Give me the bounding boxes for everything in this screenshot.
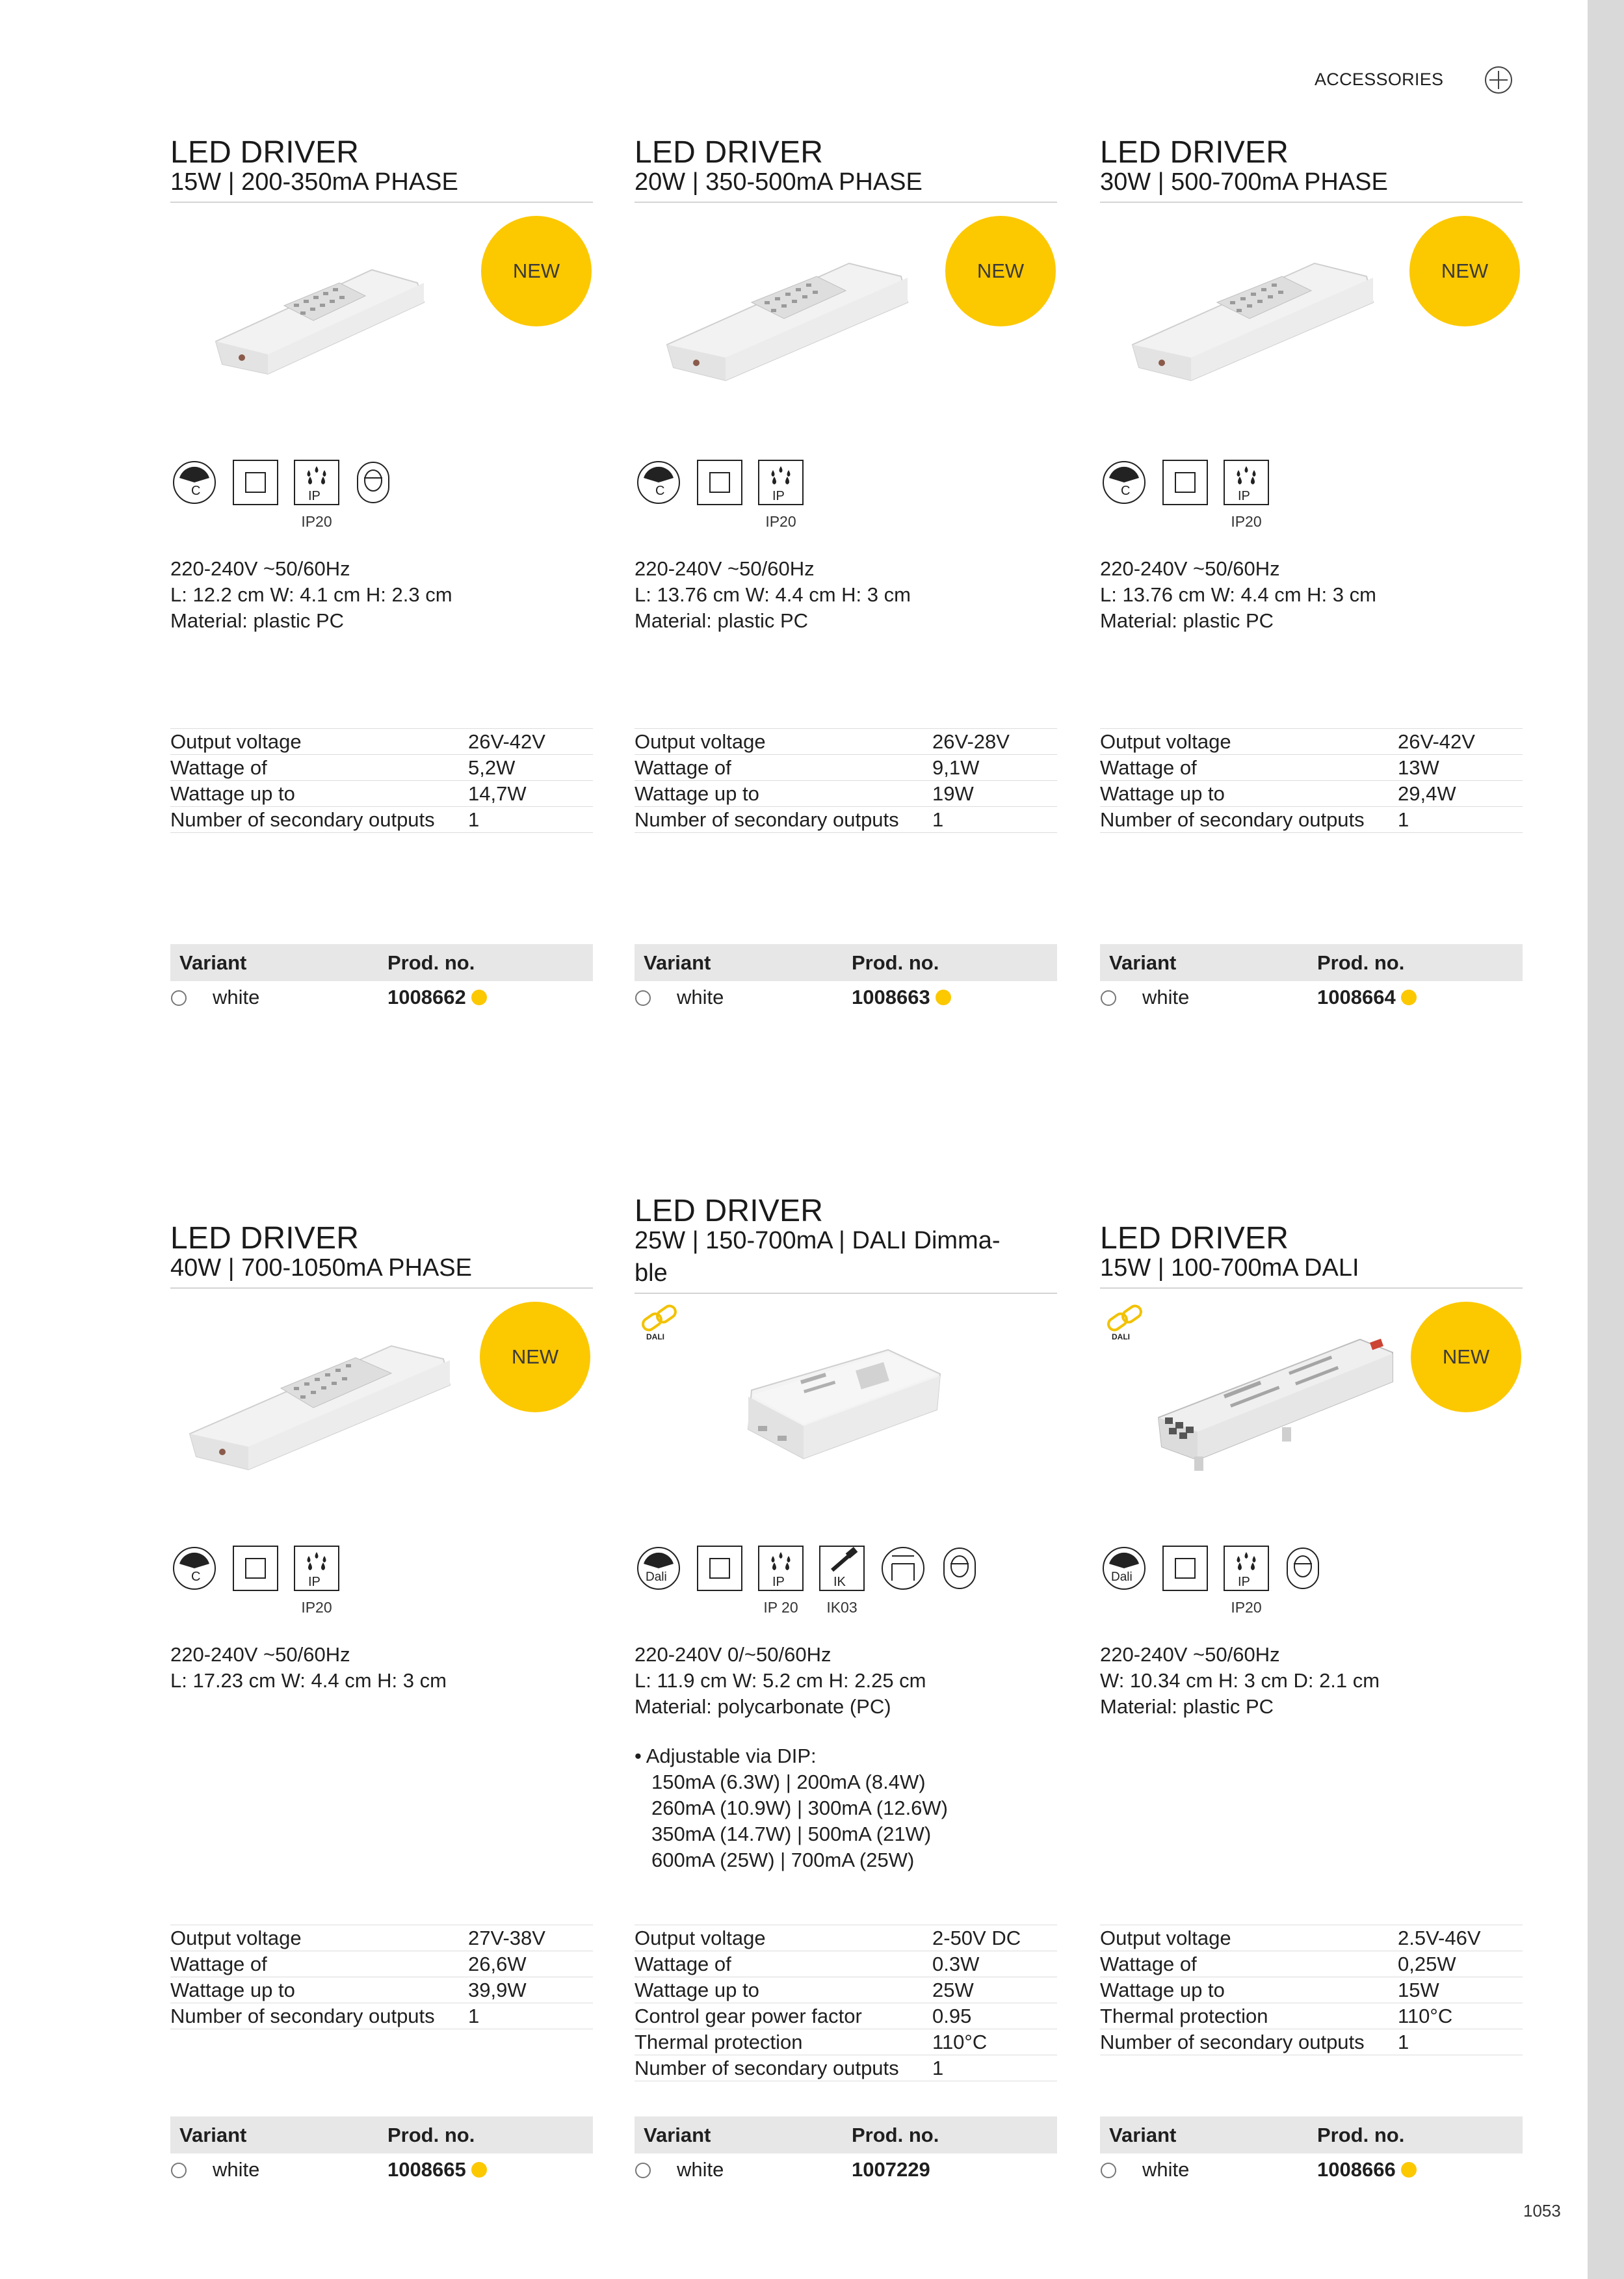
spec-value: 110°C xyxy=(932,2031,988,2053)
spec-value: 19W xyxy=(932,782,974,805)
prod-no-column-header: Prod. no. xyxy=(387,2124,475,2146)
spec-row xyxy=(635,2003,1057,2029)
spec-value: 0,25W xyxy=(1398,1953,1456,1975)
variant-color: white xyxy=(1142,986,1190,1008)
spec-row xyxy=(170,781,593,807)
spec-value: 5,2W xyxy=(468,756,516,779)
spec-value: 1 xyxy=(932,808,944,831)
prod-no-column-header: Prod. no. xyxy=(852,2124,939,2146)
product-subtitle: 40W | 700-1050mA PHASE xyxy=(170,1254,472,1282)
bullet-line: 150mA (6.3W) | 200mA (8.4W) xyxy=(651,1771,926,1793)
class-ii-icon xyxy=(1161,458,1209,507)
spec-row xyxy=(635,781,1057,807)
ip-rating-icon xyxy=(1222,458,1270,530)
product-number xyxy=(1317,2154,1417,2186)
svg-text:Dali: Dali xyxy=(1111,1570,1133,1584)
spec-value: 26V-42V xyxy=(1398,730,1475,753)
spec-row xyxy=(170,1977,593,2003)
product-card xyxy=(1100,1222,1523,2276)
variant-header xyxy=(635,2116,1057,2154)
phase-dimmer-icon xyxy=(635,458,683,507)
product-number-text: 1008666 xyxy=(1317,2158,1396,2181)
spec-row xyxy=(1100,2003,1523,2029)
spec-value: 25W xyxy=(932,1979,974,2001)
bullet-line: 600mA (25W) | 700mA (25W) xyxy=(651,1849,915,1871)
feature-icons xyxy=(1100,458,1523,530)
icon-caption: IP 20 xyxy=(763,1599,798,1616)
svg-text:IK: IK xyxy=(833,1575,846,1589)
face-protection-icon xyxy=(940,1544,988,1592)
product-card xyxy=(170,1222,593,2276)
desc-line: 220-240V ~50/60Hz xyxy=(1100,557,1280,580)
spec-label: Wattage of xyxy=(170,1953,267,1975)
variant-radio[interactable] xyxy=(1101,2163,1116,2178)
spec-row xyxy=(1100,755,1523,781)
desc-line: Material: plastic PC xyxy=(635,609,809,632)
title-block xyxy=(635,1195,1057,1294)
spec-row xyxy=(635,1977,1057,2003)
spec-value: 0.3W xyxy=(932,1953,980,1975)
product-card xyxy=(1100,137,1523,1190)
class-ii-icon xyxy=(231,1544,280,1592)
spec-label: Number of secondary outputs xyxy=(170,808,435,831)
svg-text:C: C xyxy=(191,484,201,498)
product-subtitle: 15W | 200-350mA PHASE xyxy=(170,168,458,196)
ik-rating-icon xyxy=(818,1544,866,1616)
variant-table xyxy=(635,944,1057,1014)
product-description xyxy=(1100,1642,1523,1720)
product-number xyxy=(852,2154,930,2186)
dali-dimmer-icon xyxy=(1100,1544,1148,1592)
spec-row xyxy=(635,1925,1057,1951)
product-title: LED DRIVER xyxy=(635,1194,824,1228)
product-card xyxy=(635,137,1057,1190)
variant-column-header: Variant xyxy=(179,2124,247,2146)
spec-value: 0.95 xyxy=(932,2005,972,2027)
spec-table xyxy=(170,1925,593,2029)
desc-line: Material: plastic PC xyxy=(1100,1695,1274,1718)
side-tab-strip xyxy=(1588,0,1624,2279)
product-number-text: 1008664 xyxy=(1317,986,1396,1008)
new-badge: NEW xyxy=(945,216,1056,326)
spec-label: Wattage up to xyxy=(635,782,759,805)
icon-caption: IK03 xyxy=(826,1599,858,1616)
product-number xyxy=(387,981,487,1014)
product-title: LED DRIVER xyxy=(1100,1221,1289,1256)
spec-row xyxy=(170,1925,593,1951)
spec-row xyxy=(635,2055,1057,2081)
spec-row xyxy=(170,807,593,833)
product-number xyxy=(852,981,951,1014)
variant-row[interactable] xyxy=(170,981,593,1014)
feature-icons xyxy=(635,458,1057,530)
spec-label: Thermal protection xyxy=(1100,2005,1268,2027)
desc-line: 220-240V ~50/60Hz xyxy=(170,557,350,580)
spec-table xyxy=(1100,1925,1523,2055)
feature-icons xyxy=(170,1544,593,1616)
spec-label: Number of secondary outputs xyxy=(1100,2031,1365,2053)
desc-line: 220-240V ~50/60Hz xyxy=(1100,1643,1280,1666)
icon-caption: IP20 xyxy=(765,513,796,530)
prod-no-column-header: Prod. no. xyxy=(1317,2124,1405,2146)
spec-table xyxy=(635,1925,1057,2081)
product-subtitle-continued: ble xyxy=(635,1259,668,1287)
variant-row[interactable] xyxy=(635,981,1057,1014)
spec-row xyxy=(1100,781,1523,807)
new-indicator-dot xyxy=(471,2162,487,2178)
variant-color: white xyxy=(677,986,724,1008)
desc-line: L: 12.2 cm W: 4.1 cm H: 2.3 cm xyxy=(170,583,452,606)
icon-caption: IP20 xyxy=(301,513,332,530)
spec-row xyxy=(635,807,1057,833)
page-number: 1053 xyxy=(1523,2201,1561,2220)
spec-label: Number of secondary outputs xyxy=(170,2005,435,2027)
spec-label: Output voltage xyxy=(170,730,302,753)
variant-row[interactable] xyxy=(1100,2154,1523,2186)
variant-header xyxy=(170,944,593,981)
spec-value: 2-50V DC xyxy=(932,1927,1021,1949)
svg-text:IP: IP xyxy=(772,1575,785,1589)
svg-text:IP: IP xyxy=(308,1575,321,1589)
spec-row xyxy=(1100,1977,1523,2003)
variant-header xyxy=(1100,944,1523,981)
product-description xyxy=(635,556,1057,634)
variant-table xyxy=(1100,2116,1523,2186)
svg-text:IP: IP xyxy=(772,489,785,503)
spec-value: 1 xyxy=(1398,2031,1409,2053)
variant-row[interactable] xyxy=(635,2154,1057,2186)
variant-radio[interactable] xyxy=(635,2163,651,2178)
spec-row xyxy=(635,2029,1057,2055)
spec-label: Wattage of xyxy=(1100,1953,1197,1975)
product-title: LED DRIVER xyxy=(170,135,360,170)
new-indicator-dot xyxy=(1401,2162,1417,2178)
svg-text:C: C xyxy=(1121,484,1131,498)
variant-radio[interactable] xyxy=(1101,990,1116,1006)
spec-label: Output voltage xyxy=(170,1927,302,1949)
icon-caption: IP20 xyxy=(1231,513,1262,530)
svg-text:IP: IP xyxy=(1238,1575,1250,1589)
spec-label: Wattage up to xyxy=(635,1979,759,2001)
variant-table xyxy=(170,944,593,1014)
spec-row xyxy=(170,755,593,781)
product-description xyxy=(1100,556,1523,634)
product-description xyxy=(170,1642,593,1694)
spec-label: Wattage up to xyxy=(170,1979,295,2001)
variant-radio[interactable] xyxy=(171,2163,187,2178)
prod-no-column-header: Prod. no. xyxy=(1317,951,1405,974)
spec-table xyxy=(1100,728,1523,833)
spec-table xyxy=(170,728,593,833)
spec-value: 39,9W xyxy=(468,1979,527,2001)
spec-label: Wattage of xyxy=(1100,756,1197,779)
spec-value: 14,7W xyxy=(468,782,527,805)
product-image xyxy=(1146,1320,1406,1482)
spec-row xyxy=(635,1951,1057,1977)
product-title: LED DRIVER xyxy=(170,1221,360,1256)
spec-value: 2.5V-46V xyxy=(1398,1927,1481,1949)
dali-dimmer-icon xyxy=(635,1544,683,1592)
prod-no-column-header: Prod. no. xyxy=(852,951,939,974)
product-image xyxy=(183,1313,456,1476)
desc-line: L: 13.76 cm W: 4.4 cm H: 3 cm xyxy=(1100,583,1376,606)
spec-row xyxy=(635,755,1057,781)
desc-line: 220-240V ~50/60Hz xyxy=(635,557,815,580)
spec-value: 26V-28V xyxy=(932,730,1010,753)
spec-row xyxy=(1100,1951,1523,1977)
spec-label: Wattage of xyxy=(635,1953,731,1975)
spec-row xyxy=(170,729,593,755)
variant-radio[interactable] xyxy=(171,990,187,1006)
desc-line: L: 17.23 cm W: 4.4 cm H: 3 cm xyxy=(170,1669,447,1692)
dali-logo-icon xyxy=(637,1299,683,1345)
variant-column-header: Variant xyxy=(179,951,247,974)
spec-label: Wattage of xyxy=(635,756,731,779)
desc-line: W: 10.34 cm H: 3 cm D: 2.1 cm xyxy=(1100,1669,1380,1692)
class-ii-icon xyxy=(1161,1544,1209,1592)
product-subtitle: 15W | 100-700mA DALI xyxy=(1100,1254,1359,1282)
spec-value: 1 xyxy=(468,2005,480,2027)
svg-text:DALI: DALI xyxy=(1112,1332,1130,1341)
desc-line: 220-240V ~50/60Hz xyxy=(170,1643,350,1666)
face-protection-icon xyxy=(354,458,402,507)
new-indicator-dot xyxy=(1401,990,1417,1005)
ip-rating-icon xyxy=(293,458,341,530)
product-number-text: 1008663 xyxy=(852,986,930,1008)
spec-label: Wattage up to xyxy=(1100,782,1225,805)
variant-column-header: Variant xyxy=(1109,2124,1177,2146)
product-number-text: 1008665 xyxy=(387,2158,466,2181)
new-badge: NEW xyxy=(1409,216,1520,326)
desc-line: L: 13.76 cm W: 4.4 cm H: 3 cm xyxy=(635,583,911,606)
spec-label: Output voltage xyxy=(1100,1927,1231,1949)
product-number xyxy=(387,2154,487,2186)
new-indicator-dot xyxy=(471,990,487,1005)
desc-line: Material: plastic PC xyxy=(170,609,345,632)
spec-label: Output voltage xyxy=(635,730,766,753)
product-number-text: 1008662 xyxy=(387,986,466,1008)
spec-row xyxy=(170,1951,593,1977)
spec-value: 9,1W xyxy=(932,756,980,779)
product-subtitle: 25W | 150-700mA | DALI Dimma- xyxy=(635,1227,1001,1254)
spec-value: 1 xyxy=(468,808,480,831)
spec-label: Output voltage xyxy=(635,1927,766,1949)
spec-label: Wattage up to xyxy=(170,782,295,805)
variant-column-header: Variant xyxy=(644,951,711,974)
product-subtitle: 20W | 350-500mA PHASE xyxy=(635,168,923,196)
spec-label: Wattage up to xyxy=(1100,1979,1225,2001)
feature-icons xyxy=(1100,1544,1523,1616)
circle-plus-icon[interactable] xyxy=(1484,66,1513,94)
icon-caption: IP20 xyxy=(301,1599,332,1616)
feature-icons xyxy=(170,458,593,530)
variant-row[interactable] xyxy=(170,2154,593,2186)
product-description xyxy=(635,1642,1057,1873)
new-badge: NEW xyxy=(480,1302,590,1412)
spec-value: 110°C xyxy=(1398,2005,1453,2027)
spec-row xyxy=(1100,729,1523,755)
spec-value: 1 xyxy=(1398,808,1409,831)
product-card xyxy=(635,1195,1057,2248)
class-ii-icon xyxy=(231,458,280,507)
spec-value: 15W xyxy=(1398,1979,1439,2001)
variant-column-header: Variant xyxy=(1109,951,1177,974)
product-number-text: 1007229 xyxy=(852,2158,930,2181)
product-image xyxy=(661,231,921,387)
spec-value: 1 xyxy=(932,2057,944,2079)
variant-color: white xyxy=(213,986,260,1008)
ip-rating-icon xyxy=(757,458,805,530)
product-image xyxy=(739,1345,953,1468)
new-badge: NEW xyxy=(1411,1302,1521,1412)
spec-row xyxy=(1100,807,1523,833)
variant-color: white xyxy=(1142,2158,1190,2181)
feature-icons xyxy=(635,1544,1057,1616)
phase-dimmer-icon xyxy=(170,458,218,507)
title-block xyxy=(170,1222,593,1289)
phase-dimmer-icon xyxy=(170,1544,218,1592)
title-block xyxy=(1100,1222,1523,1289)
title-block xyxy=(635,137,1057,203)
spec-row xyxy=(635,729,1057,755)
desc-line: L: 11.9 cm W: 5.2 cm H: 2.25 cm xyxy=(635,1669,926,1692)
product-subtitle: 30W | 500-700mA PHASE xyxy=(1100,168,1388,196)
product-description xyxy=(170,556,593,634)
ip-rating-icon xyxy=(757,1544,805,1616)
dali-logo-icon xyxy=(1103,1299,1148,1345)
svg-text:Dali: Dali xyxy=(646,1570,667,1584)
product-title: LED DRIVER xyxy=(1100,135,1289,170)
section-label: ACCESSORIES xyxy=(1315,70,1444,89)
title-block xyxy=(170,137,593,203)
bullet-line: 260mA (10.9W) | 300mA (12.6W) xyxy=(651,1797,949,1819)
spec-label: Number of secondary outputs xyxy=(635,2057,899,2079)
product-image xyxy=(1126,231,1386,387)
bullet-line: • Adjustable via DIP: xyxy=(635,1745,817,1767)
spec-label: Thermal protection xyxy=(635,2031,803,2053)
spec-label: Wattage of xyxy=(170,756,267,779)
spec-label: Number of secondary outputs xyxy=(635,808,899,831)
variant-table xyxy=(170,2116,593,2186)
spec-value: 13W xyxy=(1398,756,1439,779)
variant-header xyxy=(635,944,1057,981)
title-block xyxy=(1100,137,1523,203)
variant-header xyxy=(1100,2116,1523,2154)
product-image xyxy=(209,244,443,380)
new-indicator-dot xyxy=(936,990,951,1005)
class-ii-icon xyxy=(696,1544,744,1592)
ip-rating-icon xyxy=(293,1544,341,1616)
ip-rating-icon xyxy=(1222,1544,1270,1616)
desc-line: 220-240V 0/~50/60Hz xyxy=(635,1643,832,1666)
svg-text:IP: IP xyxy=(1238,489,1250,503)
desc-line: Material: plastic PC xyxy=(1100,609,1274,632)
spec-label: Output voltage xyxy=(1100,730,1231,753)
spec-label: Control gear power factor xyxy=(635,2005,862,2027)
desc-line: Material: polycarbonate (PC) xyxy=(635,1695,891,1718)
dip-settings-list xyxy=(635,1743,1057,1873)
variant-header xyxy=(170,2116,593,2154)
svg-text:C: C xyxy=(655,484,665,498)
spec-value: 29,4W xyxy=(1398,782,1456,805)
spec-value: 26V-42V xyxy=(468,730,545,753)
svg-text:IP: IP xyxy=(308,489,321,503)
variant-radio[interactable] xyxy=(635,990,651,1006)
spec-label: Number of secondary outputs xyxy=(1100,808,1365,831)
product-title: LED DRIVER xyxy=(635,135,824,170)
spec-table xyxy=(635,728,1057,833)
furniture-mount-icon xyxy=(879,1544,927,1592)
variant-row[interactable] xyxy=(1100,981,1523,1014)
variant-table xyxy=(1100,944,1523,1014)
product-number xyxy=(1317,981,1417,1014)
icon-caption: IP20 xyxy=(1231,1599,1262,1616)
variant-table xyxy=(635,2116,1057,2186)
bullet-line: 350mA (14.7W) | 500mA (21W) xyxy=(651,1823,932,1845)
prod-no-column-header: Prod. no. xyxy=(387,951,475,974)
phase-dimmer-icon xyxy=(1100,458,1148,507)
variant-color: white xyxy=(677,2158,724,2181)
new-badge: NEW xyxy=(481,216,592,326)
svg-text:C: C xyxy=(191,1570,201,1584)
spec-value: 26,6W xyxy=(468,1953,527,1975)
spec-row xyxy=(1100,1925,1523,1951)
spec-row xyxy=(170,2003,593,2029)
spec-row xyxy=(1100,2029,1523,2055)
svg-text:DALI: DALI xyxy=(646,1332,664,1341)
variant-column-header: Variant xyxy=(644,2124,711,2146)
face-protection-icon xyxy=(1283,1544,1331,1592)
variant-color: white xyxy=(213,2158,260,2181)
spec-value: 27V-38V xyxy=(468,1927,545,1949)
class-ii-icon xyxy=(696,458,744,507)
product-card xyxy=(170,137,593,1190)
